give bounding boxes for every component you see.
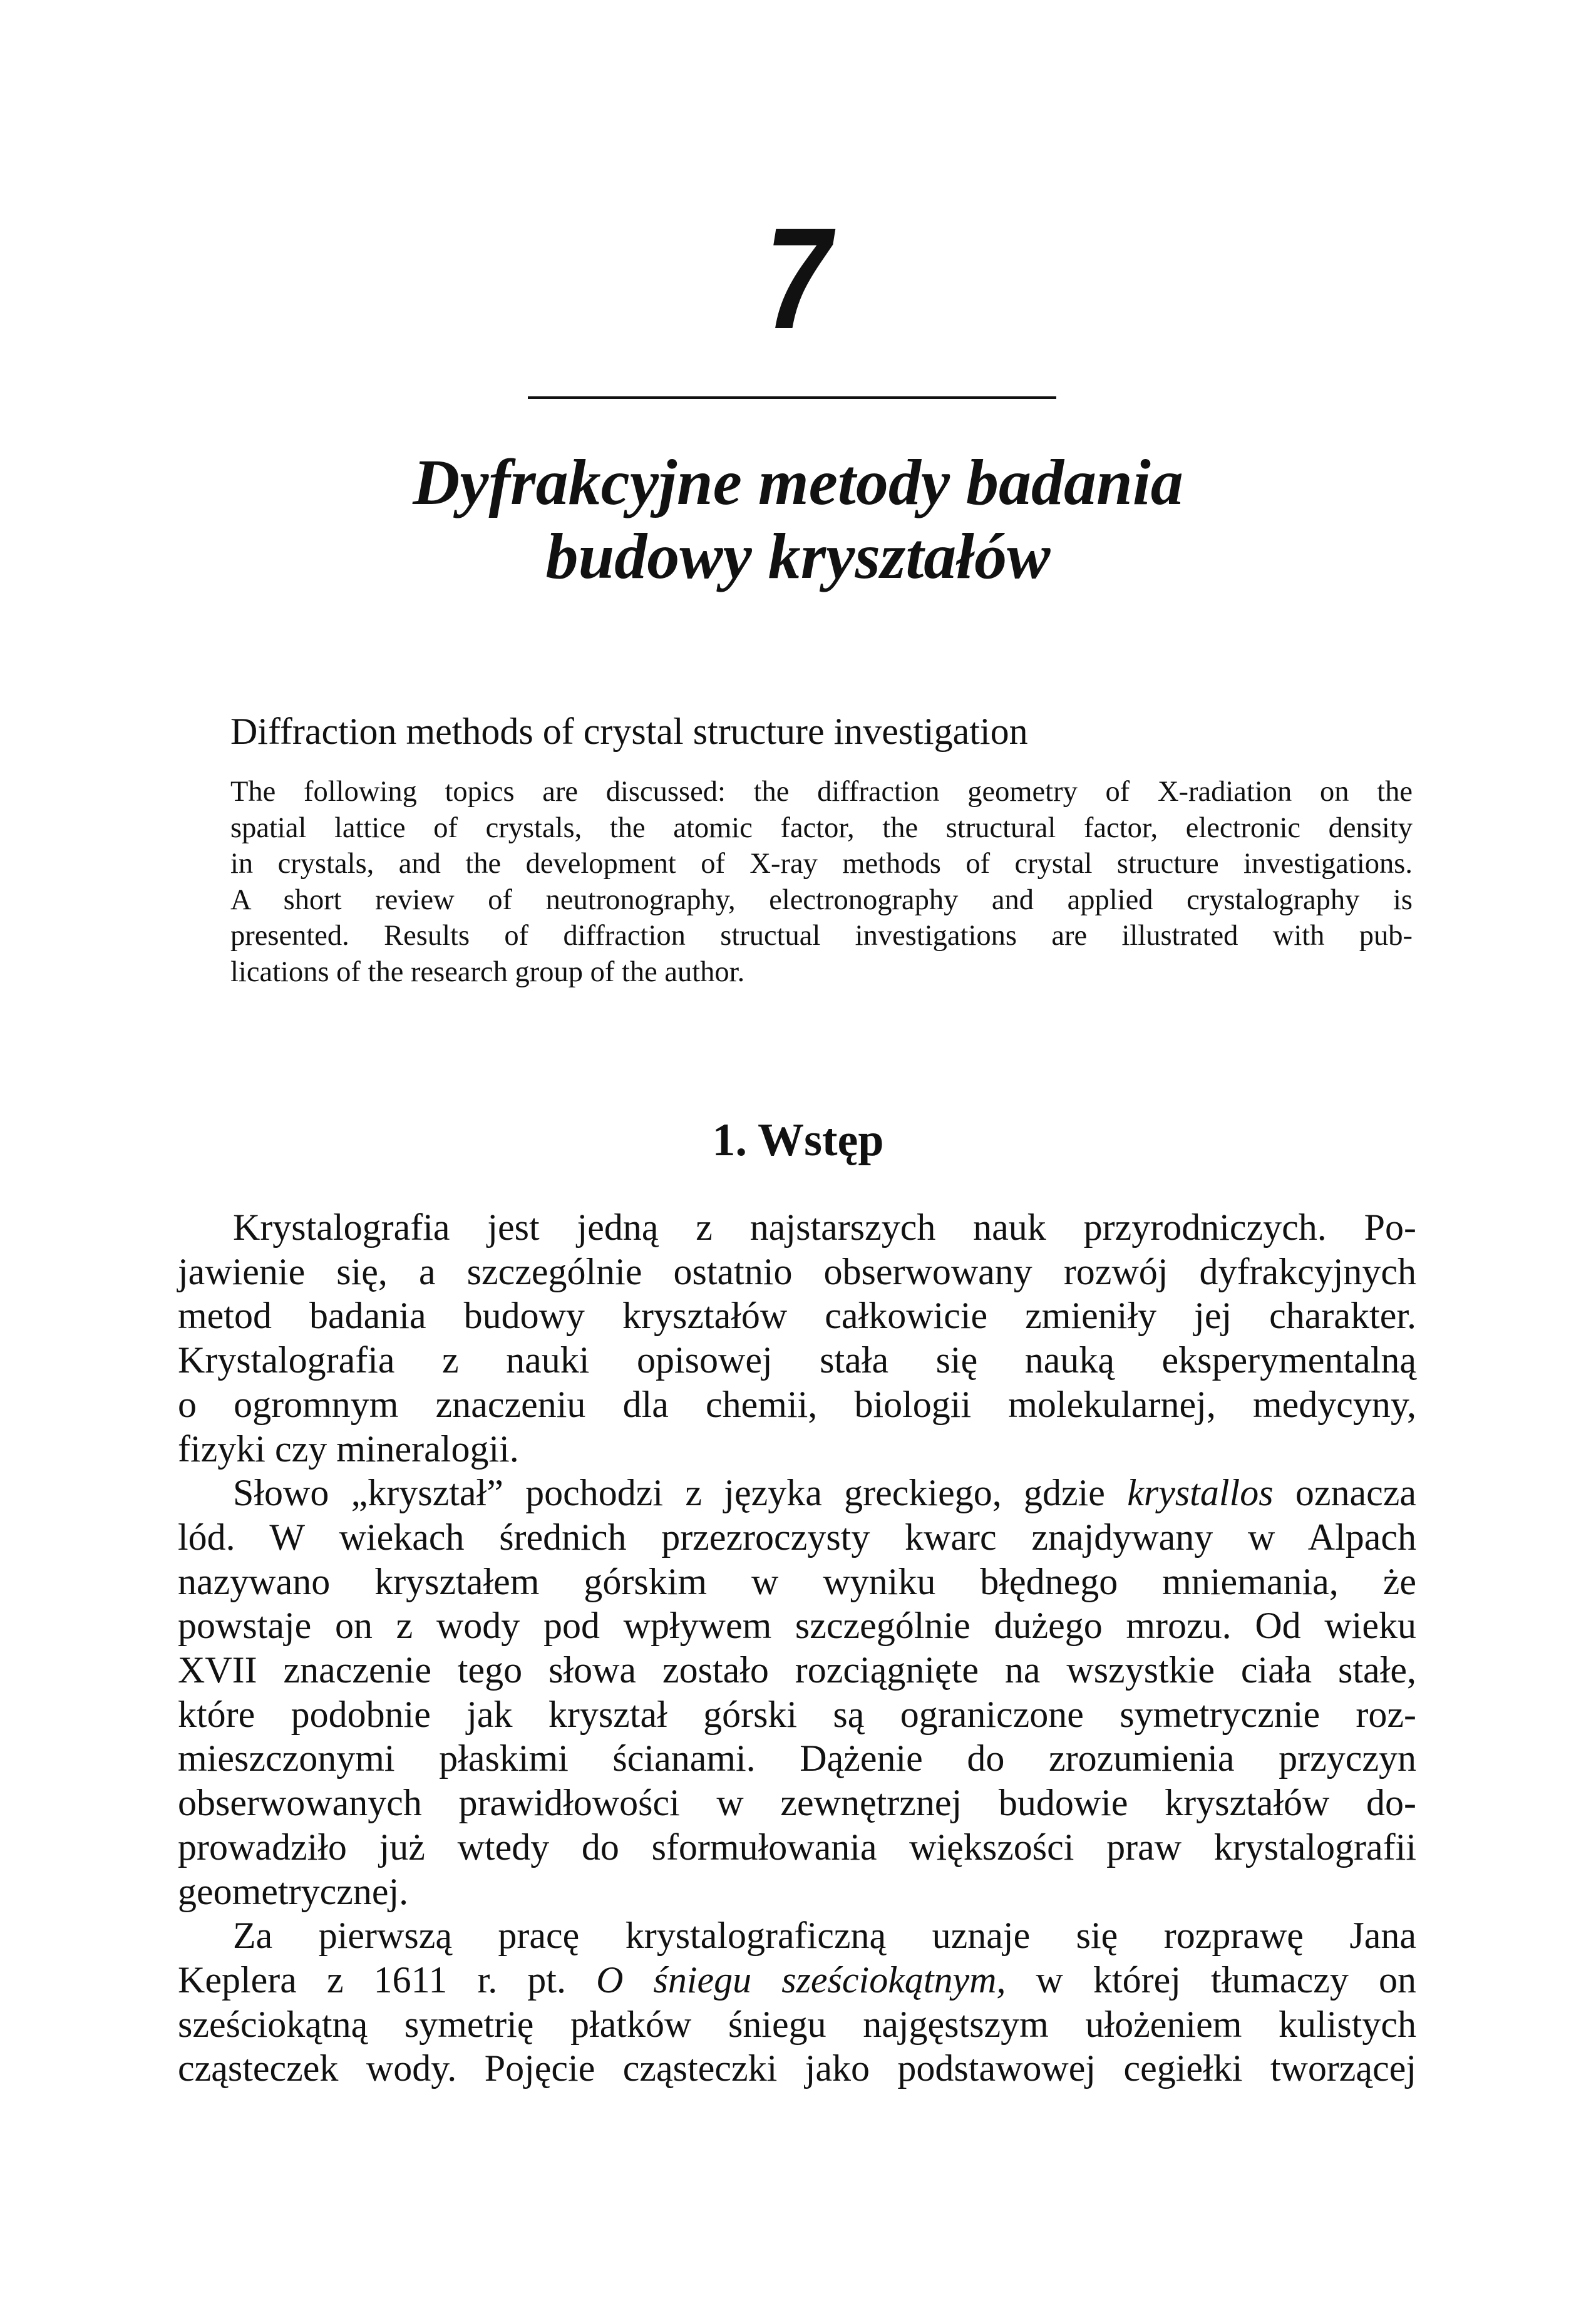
body-line: geometrycznej. bbox=[178, 1870, 409, 1912]
chapter-title bbox=[0, 446, 1596, 594]
body-line: mieszczonymi płaskimi ścianami. Dążenie do zrozumienia przyczyn bbox=[178, 1738, 1416, 1780]
body-line: które podobnie jak kryształ górski są ograniczone symetrycznie roz- bbox=[178, 1693, 1416, 1735]
abstract-line: A short review of neutronography, electronography and applied crystalography is bbox=[230, 883, 1413, 916]
body-text bbox=[178, 1205, 1416, 2091]
body-line: jawienie się, a szczególnie ostatnio obserwowany rozwój dyfrakcyjnych bbox=[178, 1250, 1416, 1292]
body-line: fizyki czy mineralogii. bbox=[178, 1428, 519, 1470]
body-line: nazywano kryształem górskim w wyniku błędnego mniemania, że bbox=[178, 1560, 1416, 1602]
body-line: metod badania budowy kryształów całkowicie zmieniły jej charakter. bbox=[178, 1295, 1416, 1337]
body-line: cząsteczek wody. Pojęcie cząsteczki jako podstawowej cegiełki tworzącej bbox=[178, 2047, 1416, 2089]
body-text-run: w której tłumaczy on bbox=[1006, 1959, 1416, 2001]
body-line: lód. W wiekach średnich przezroczysty kwarc znajdywany w Alpach bbox=[178, 1516, 1416, 1558]
abstract-line: spatial lattice of crystals, the atomic factor, the structural factor, electronic density bbox=[230, 811, 1413, 844]
italic-title: O śniegu sześciokątnym, bbox=[596, 1959, 1006, 2001]
abstract-line: The following topics are discussed: the diffraction geometry of X-radiation on the bbox=[230, 776, 1413, 808]
body-line: Za pierwszą pracę krystalograficzną uznaje się rozprawę Jana bbox=[233, 1915, 1416, 1957]
body-line: Krystalografia z nauki opisowej stała się nauką eksperymentalną bbox=[178, 1339, 1416, 1381]
body-line: powstaje on z wody pod wpływem szczególnie dużego mrozu. Od wieku bbox=[178, 1605, 1416, 1647]
italic-term: krystallos bbox=[1127, 1472, 1274, 1514]
body-text-run: Słowo „kryształ” pochodzi z języka greckiego, gdzie bbox=[233, 1472, 1128, 1514]
chapter-divider bbox=[528, 396, 1056, 399]
abstract-line: presented. Results of diffraction structual investigations are illustrated with pub- bbox=[230, 920, 1413, 952]
chapter-title-line: Dyfrakcyjne metody badania bbox=[413, 446, 1183, 518]
section-heading: 1. Wstęp bbox=[712, 1115, 884, 1166]
body-line: prowadziło już wtedy do sformułowania większości praw krystalografii bbox=[178, 1826, 1416, 1868]
body-line: sześciokątną symetrię płatków śniegu najgęstszym ułożeniem kulistych bbox=[178, 2003, 1416, 2045]
body-line bbox=[178, 1471, 1416, 1515]
body-line: XVII znaczenie tego słowa zostało rozciągnięte na wszystkie ciała stałe, bbox=[178, 1649, 1416, 1691]
body-line: o ogromnym znaczeniu dla chemii, biologii molekularnej, medycyny, bbox=[178, 1383, 1416, 1425]
body-text-run: Keplera z 1611 r. pt. bbox=[178, 1959, 597, 2001]
body-line: Krystalografia jest jedną z najstarszych nauk przyrodniczych. Po- bbox=[233, 1207, 1416, 1248]
body-line bbox=[178, 1958, 1416, 2002]
english-abstract bbox=[230, 774, 1413, 991]
body-line: obserwowanych prawidłowości w zewnętrznej budowie kryształów do- bbox=[178, 1782, 1416, 1824]
chapter-number: 7 bbox=[765, 198, 831, 359]
body-text-run: oznacza bbox=[1273, 1472, 1416, 1514]
english-title: Diffraction methods of crystal structure investigation bbox=[230, 711, 1028, 752]
chapter-title-line: budowy kryształów bbox=[545, 520, 1051, 592]
abstract-line: lications of the research group of the author. bbox=[230, 955, 745, 988]
abstract-line: in crystals, and the development of X-ray methods of crystal structure investigations. bbox=[230, 848, 1413, 880]
